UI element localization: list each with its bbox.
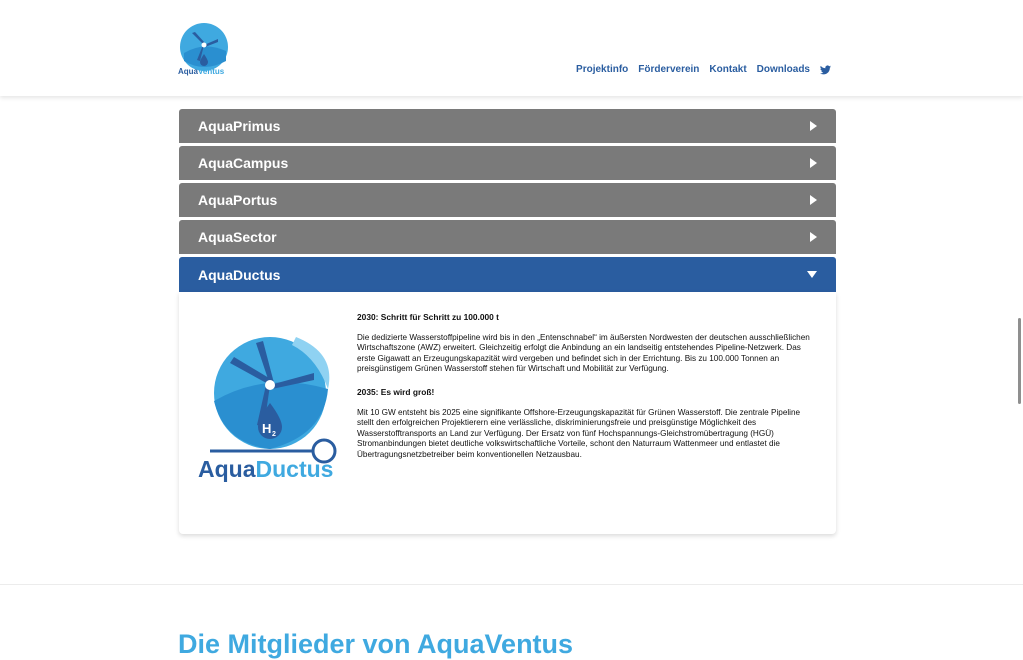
accordion-label: AquaDuctus xyxy=(198,266,281,283)
accordion-item-aquacampus[interactable] xyxy=(179,146,836,180)
twitter-icon[interactable] xyxy=(820,65,831,75)
heading-2035: 2035: Es wird groß! xyxy=(357,386,435,397)
accordion-item-aquaprimus[interactable] xyxy=(179,109,836,143)
svg-text:H: H xyxy=(262,421,272,436)
svg-text:2: 2 xyxy=(272,431,276,438)
main-nav xyxy=(576,64,831,75)
project-accordion xyxy=(179,109,836,534)
logo-wordmark: AquaVentus xyxy=(178,67,225,76)
accordion-item-aquaductus[interactable] xyxy=(179,257,836,292)
chevron-right-icon xyxy=(810,158,817,168)
heading-2030: 2030: Schritt für Schritt zu 100.000 t xyxy=(357,312,499,322)
chevron-right-icon xyxy=(810,232,817,242)
accordion-label: AquaPrimus xyxy=(198,118,281,134)
accordion-label: AquaSector xyxy=(198,229,277,245)
accordion-label: AquaPortus xyxy=(198,192,278,208)
chevron-right-icon xyxy=(810,195,817,205)
paragraph-2035: Mit 10 GW entsteht bis 2025 eine signifikante Offshore-Erzeugungskapazität für Grünen Wasserstoff. Die zentrale Pipeline stellt den erfolgreichen Projektierern eine verlässliche, diskriminierungsfreie und preisgünstige Möglichkeit des Wasserstofftransports an Land zur Verfügung. Der Ersatz von fünf Hochspannungs-Gleichstromübertragung (HGÜ) Stromanbindungen bietet deutliche volkswirtschaftliche Vorteile, schont den Naturraum Wattenmeer und entlastet die Übertragungsnetzbetreiber beim konventionellen Netzausbau. xyxy=(357,407,801,459)
nav-foerderverein[interactable]: Förderverein xyxy=(638,64,700,75)
accordion-panel-aquaductus xyxy=(179,292,836,534)
chevron-right-icon xyxy=(810,121,817,131)
members-section-title: Die Mitglieder von AquaVentus xyxy=(178,629,574,659)
nav-downloads[interactable]: Downloads xyxy=(756,64,810,75)
page-scrollbar[interactable] xyxy=(1018,318,1021,404)
aquaductus-wordmark: AquaDuctus xyxy=(198,456,334,482)
paragraph-2030: Die dedizierte Wasserstoffpipeline wird bis in den „Entenschnabel“ im äußersten Nordwesten der deutschen ausschließlichen Wirtschaftszone (AWZ) erweitert. Gleichzeitig erfolgt die Anbindung an ein landseitig entstehendes Pipeline-Netzwerk. Das erste Gigawatt an Erzeugungskapazität wird vergeben und befindet sich in der Errichtung. Bis zu 100.000 Tonnen an preisgünstigem Grünen Wasserstoff stehen für Wirtschaft und Mobilität zur Verfügung. xyxy=(357,332,810,374)
nav-projektinfo[interactable]: Projektinfo xyxy=(576,64,629,75)
section-divider xyxy=(0,584,1023,585)
accordion-label: AquaCampus xyxy=(198,155,289,171)
panel-content xyxy=(357,312,819,473)
accordion-item-aquaportus[interactable] xyxy=(179,183,836,217)
nav-kontakt[interactable]: Kontakt xyxy=(709,64,747,75)
site-header xyxy=(0,0,1023,96)
accordion-item-aquasector[interactable] xyxy=(179,220,836,254)
chevron-down-icon xyxy=(807,271,817,278)
